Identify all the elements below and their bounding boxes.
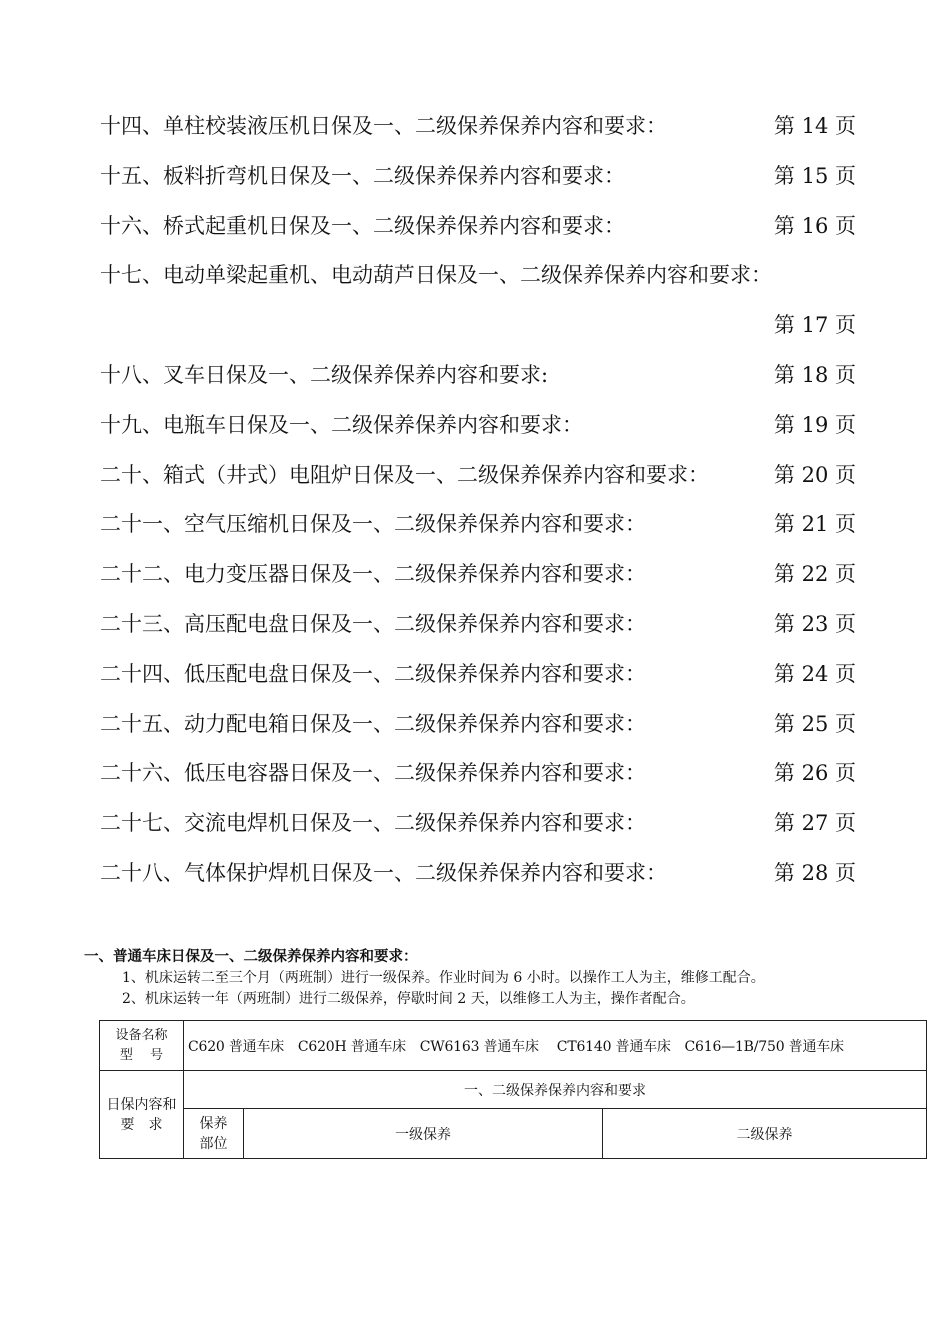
maintenance-part-label: 部位: [199, 1135, 228, 1152]
toc-entry[interactable]: [100, 552, 860, 602]
toc-entry[interactable]: [100, 104, 860, 154]
toc-entry-title: 十七、电动单梁起重机、电动葫芦日保及一、二级保养保养内容和要求：: [100, 263, 772, 288]
level2-maintenance-header: 二级保养: [603, 1109, 927, 1159]
toc-entry-page: 第 25 页: [773, 711, 856, 736]
daily-maintenance-label-cell: [100, 1071, 184, 1159]
toc-entry-title: 二十一、空气压缩机日保及一、二级保养保养内容和要求：: [100, 512, 646, 537]
toc-entry-page: 第 23 页: [773, 611, 856, 636]
toc-entry[interactable]: [100, 801, 860, 851]
toc-entry-page: 第 19 页: [773, 412, 856, 437]
toc-entry-page: 第 16 页: [773, 213, 856, 238]
table-of-contents: [100, 104, 860, 901]
toc-entry[interactable]: [100, 702, 860, 752]
daily-maintenance-label: 日保内容和: [106, 1096, 177, 1113]
toc-entry[interactable]: [100, 204, 860, 254]
toc-entry-title: 十五、板料折弯机日保及一、二级保养保养内容和要求：: [100, 163, 625, 188]
level1-maintenance-header: 一级保养: [244, 1109, 603, 1159]
toc-entry[interactable]: [100, 851, 860, 901]
toc-entry-title: 二十二、电力变压器日保及一、二级保养保养内容和要求：: [100, 562, 646, 587]
section-heading: 一、普通车床日保及一、二级保养保养内容和要求：: [84, 949, 418, 965]
equipment-models: C620 普通车床 C620H 普通车床 CW6163 普通车床 CT6140 普通车床 C616—1B/750 普通车床: [184, 1021, 927, 1071]
toc-entry-title: 二十八、气体保护焊机日保及一、二级保养保养内容和要求：: [100, 860, 667, 885]
toc-entry-title: 二十四、低压配电盘日保及一、二级保养保养内容和要求：: [100, 661, 646, 686]
toc-entry[interactable]: [100, 652, 860, 702]
toc-entry-page: 第 15 页: [773, 163, 856, 188]
toc-entry[interactable]: [100, 353, 860, 403]
requirements-label: 要 求: [120, 1116, 163, 1133]
toc-entry[interactable]: [100, 303, 860, 353]
toc-entry-page: 第 27 页: [773, 811, 856, 836]
toc-entry-page: 第 18 页: [773, 362, 856, 387]
toc-entry-page: 第 26 页: [773, 761, 856, 786]
maintenance-note: 2、机床运转一年（两班制）进行二级保养，停歇时间 2 天，以维修工人为主，操作者配合。: [122, 990, 695, 1007]
toc-entry-title: 十九、电瓶车日保及一、二级保养保养内容和要求：: [100, 412, 583, 437]
toc-entry-title: 二十六、低压电容器日保及一、二级保养保养内容和要求：: [100, 761, 646, 786]
equipment-label-cell: [100, 1021, 184, 1071]
toc-entry-title: 十四、单柱校装液压机日保及一、二级保养保养内容和要求：: [100, 114, 667, 138]
toc-entry-title: 二十三、高压配电盘日保及一、二级保养保养内容和要求：: [100, 611, 646, 636]
toc-entry-page: 第 24 页: [773, 661, 856, 686]
table-row: [100, 1071, 927, 1109]
maintenance-part-label: 保养: [199, 1115, 228, 1132]
maintenance-header: 一、二级保养保养内容和要求: [184, 1071, 927, 1109]
lathe-maintenance-section: [84, 946, 934, 1009]
model-label: 型 号: [119, 1047, 164, 1063]
toc-entry-page: 第 22 页: [773, 562, 856, 587]
maintenance-table: [99, 1020, 927, 1159]
toc-entry-page: 第 28 页: [773, 860, 856, 885]
toc-entry-page: 第 14 页: [773, 114, 856, 138]
toc-entry-title: 二十七、交流电焊机日保及一、二级保养保养内容和要求：: [100, 811, 646, 836]
toc-entry[interactable]: [100, 751, 860, 801]
toc-entry-page: 第 17 页: [773, 313, 856, 338]
maintenance-note: 1、机床运转二至三个月（两班制）进行一级保养。作业时间为 6 小时。以操作工人为主，维修工配合。: [122, 970, 765, 986]
toc-entry-title: 十六、桥式起重机日保及一、二级保养保养内容和要求：: [100, 213, 625, 238]
toc-entry-page: 第 21 页: [773, 512, 856, 537]
toc-entry[interactable]: [100, 502, 860, 552]
toc-entry[interactable]: [100, 403, 860, 453]
toc-entry[interactable]: [100, 154, 860, 204]
toc-entry-page: 第 20 页: [773, 462, 856, 487]
toc-entry-title: 十八、叉车日保及一、二级保养保养内容和要求:: [100, 362, 549, 387]
equipment-name-label: 设备名称: [115, 1027, 168, 1043]
toc-entry[interactable]: [100, 602, 860, 652]
toc-entry-title: 二十五、动力配电箱日保及一、二级保养保养内容和要求：: [100, 711, 646, 736]
toc-entry-title: 二十、箱式（井式）电阻炉日保及一、二级保养保养内容和要求：: [100, 462, 709, 487]
toc-entry[interactable]: [100, 253, 860, 303]
toc-entry[interactable]: [100, 453, 860, 503]
table-row: [100, 1021, 927, 1071]
table-row: [100, 1109, 927, 1159]
maintenance-part-cell: [184, 1109, 244, 1159]
